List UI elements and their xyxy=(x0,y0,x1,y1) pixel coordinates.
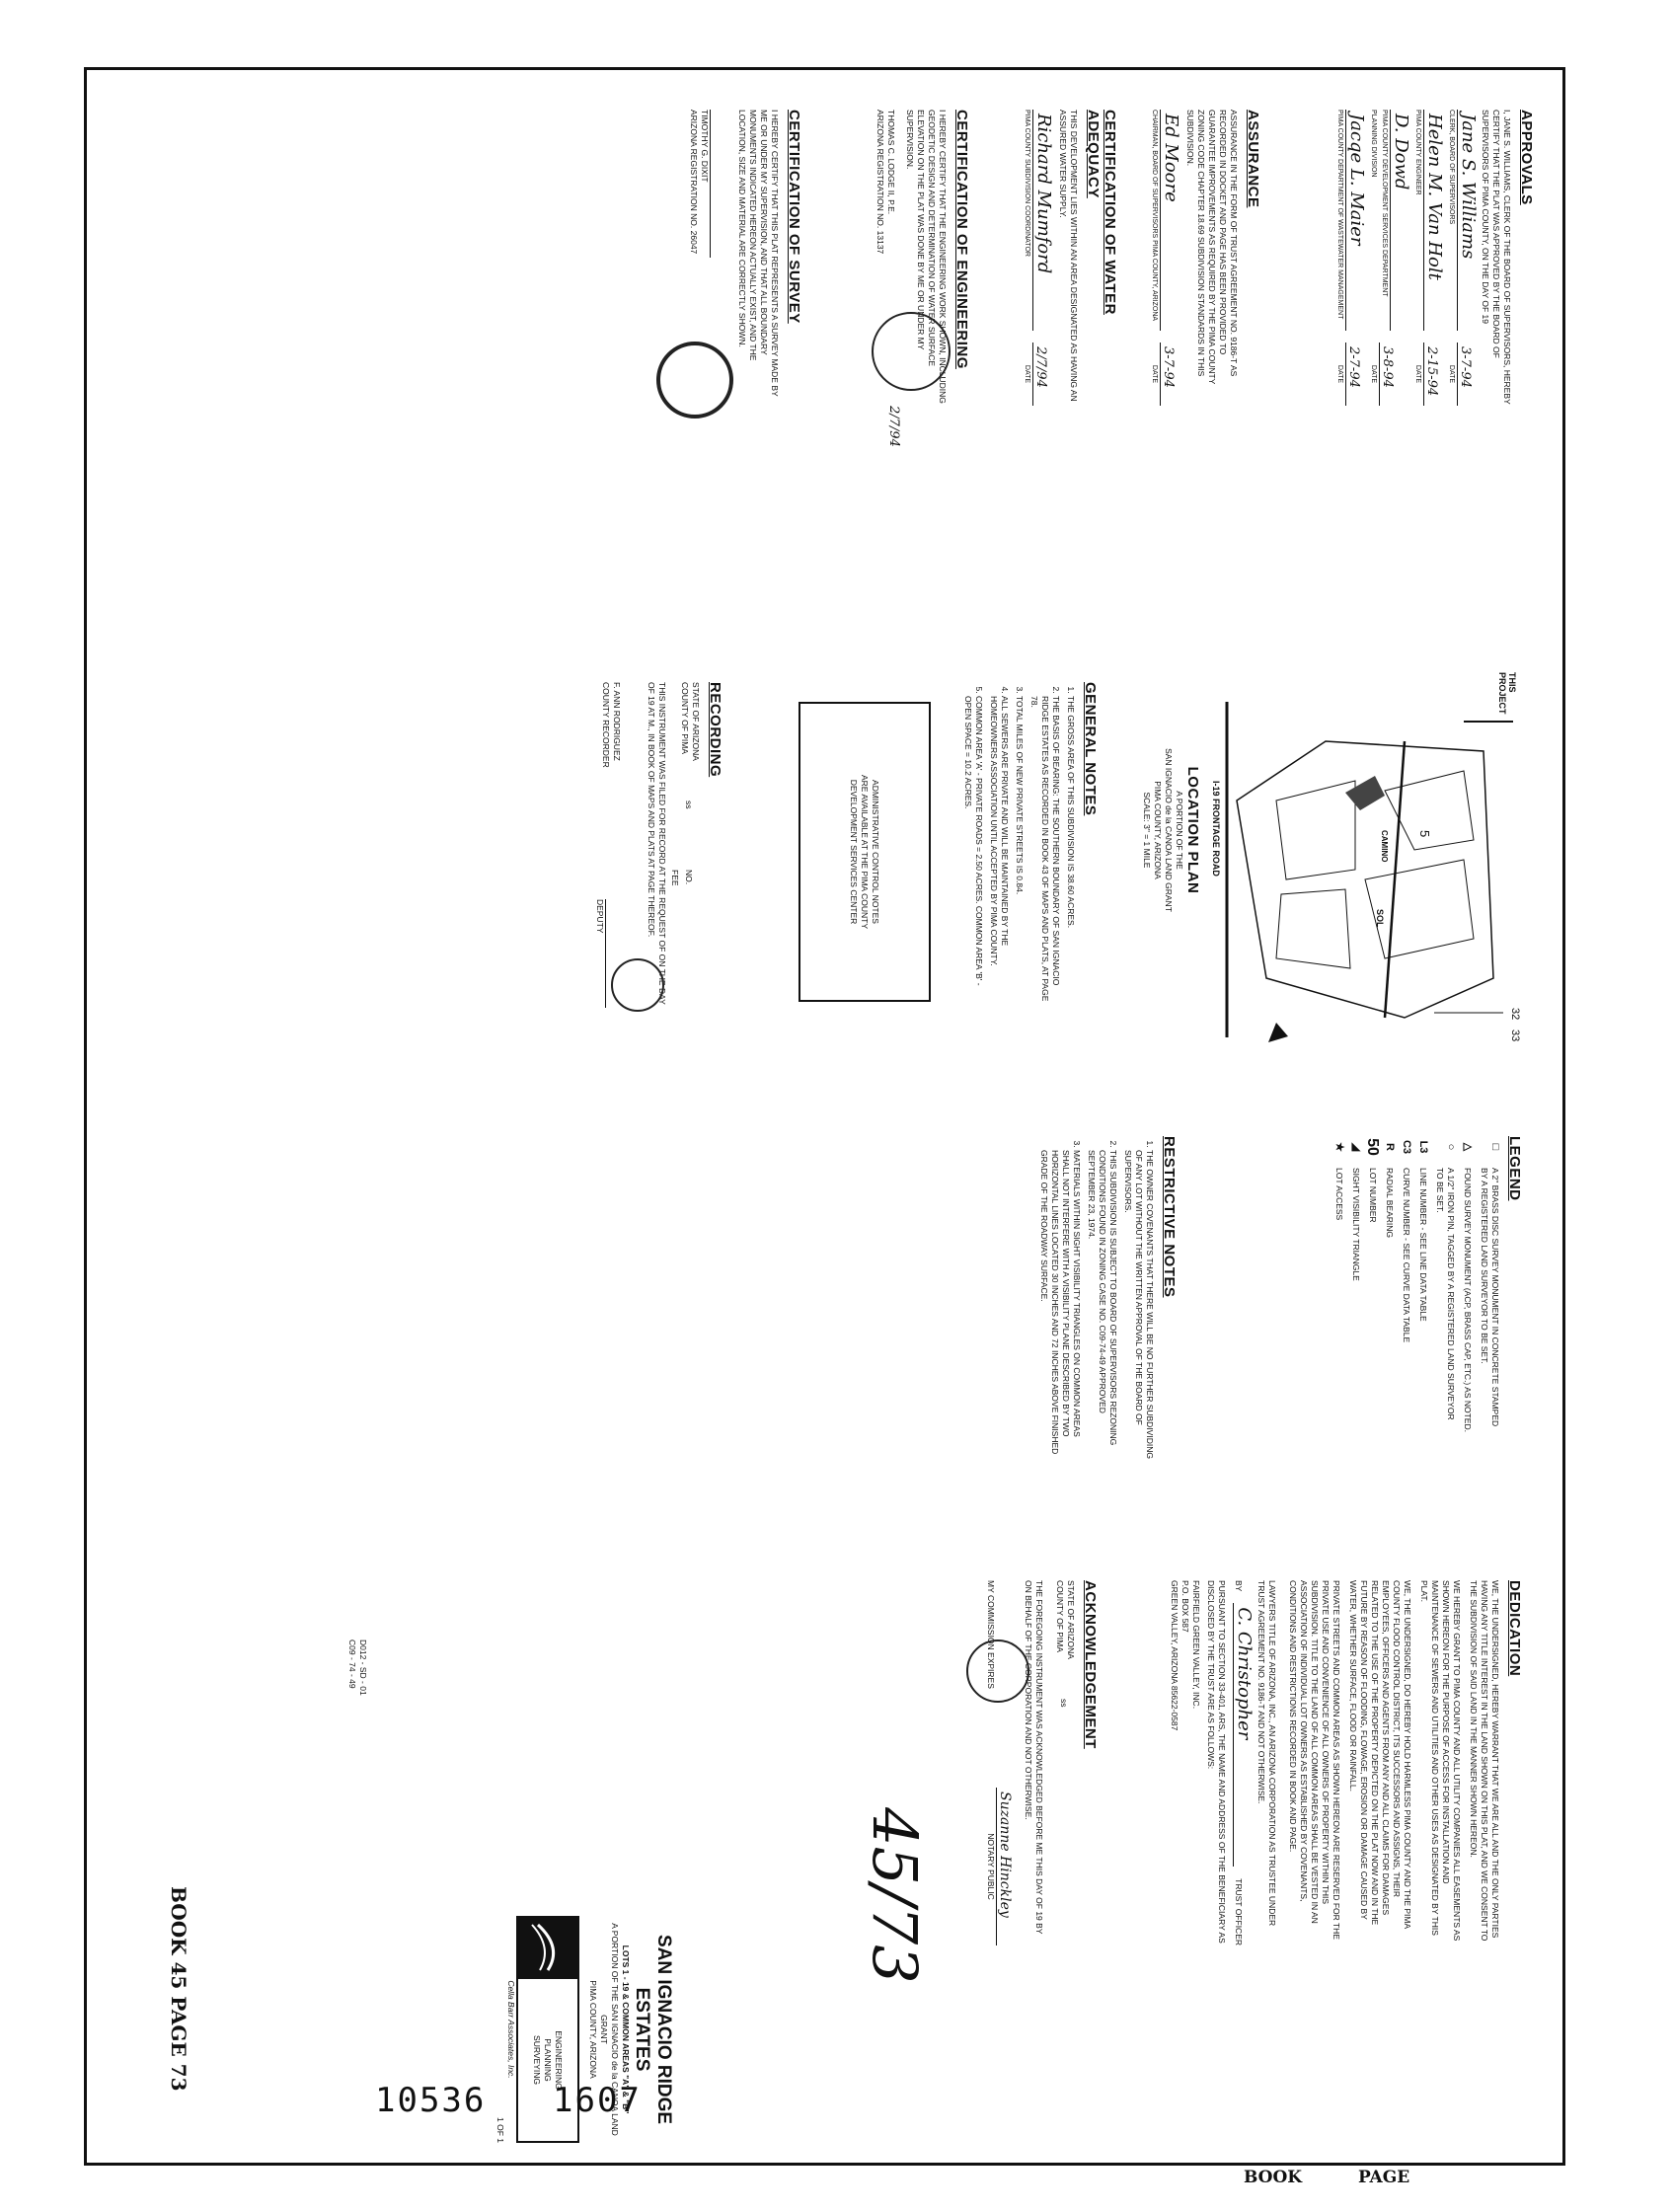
wastewater-date: 2-7-94 xyxy=(1346,346,1361,388)
trustee-text: LAWYERS TITLE OF ARIZONA, INC., AN ARIZONA CORPORATION AS TRUSTEE UNDER TRUST AGREEMENT NO. 9186-T AND NOT OTHERWISE. xyxy=(1256,1580,1277,1927)
legend-item-text: A 2" BRASS DISC SURVEY MONUMENT IN CONCRETE STAMPED BY A REGISTERED LAND SURVEYOR TO BE SET. xyxy=(1480,1168,1500,1427)
section-number-33: 33 xyxy=(1509,1030,1521,1042)
assurance-date-label: DATE xyxy=(1151,364,1158,384)
monument-set-icon: □ xyxy=(1489,1143,1501,1151)
dedication-section xyxy=(1169,1580,1523,1945)
ack-text: THE FOREGOING INSTRUMENT WAS ACKNOWLEDGED BEFORE ME THIS DAY OF 19 BY ON BEHALF OF THE CORPORATION AND NOT OTHERWISE. xyxy=(1024,1580,1044,1935)
location-desc-1: A PORTION OF THE xyxy=(1175,791,1184,870)
engineer-date: 2-15-94 xyxy=(1424,346,1439,397)
admin-control-notes-box xyxy=(799,702,931,1002)
ack-county: COUNTY OF PIMA xyxy=(1055,1580,1065,1653)
admin-line-3: DEVELOPMENT SERVICES CENTER xyxy=(849,779,860,925)
notary-seal xyxy=(966,1640,1029,1703)
engineer-date-label: DATE xyxy=(1414,364,1421,384)
clerk-certificate-text: I, JANE S. WILLIAMS, CLERK OF THE BOARD OF SUPERVISORS, HEREBY CERTIFY THAT THE PLAT WAS APPROVED BY THE BOARD OF SUPERVISORS OF PIMA COUNTY, ON THE DAY OF 19 xyxy=(1481,110,1512,405)
recording-state: STATE OF ARIZONA xyxy=(691,682,701,761)
approvals-heading: APPROVALS xyxy=(1518,110,1535,205)
trust-officer-signature: C. Christopher xyxy=(1234,1607,1255,1740)
water-role: PIMA COUNTY SUBDIVISION COORDINATOR xyxy=(1024,110,1030,257)
footer-page-label: PAGE xyxy=(1358,2168,1410,2187)
planning-date: 3-8-94 xyxy=(1380,346,1395,388)
assurance-section xyxy=(1143,110,1261,406)
firm-service-3: SURVEYING xyxy=(532,2035,543,2085)
book-page-label: BOOK 45 PAGE 73 xyxy=(167,1886,190,2092)
dedication-paragraph-4: PRIVATE STREETS AND COMMON AREAS AS SHOWN HEREON ARE RESERVED FOR THE PRIVATE USE AND CONVENIENCE OF ALL OWNERS OF PROPERTY WITHIN THIS SUBDIVISION. TITLE TO THE LAND OF ALL COMMON AREAS SHALL BE VESTED IN AN ASSOCIATION OF INDIVIDUAL LOT OWNERS AS ESTABLISHED BY COVENANTS, CONDITIONS AND RESTRICTIONS RECORDED IN BOOK AND PAGE. xyxy=(1288,1580,1341,1940)
general-note-item: 1. THE GROSS AREA OF THIS SUBDIVISION IS 38.60 ACRES. xyxy=(1065,696,1076,1008)
engineering-section xyxy=(875,110,970,447)
section-number-5: 5 xyxy=(1417,830,1432,838)
location-plan xyxy=(1108,672,1523,1057)
footer-book-label: BOOK xyxy=(1244,2168,1303,2187)
surveyor-name: TIMOTHY G. DIXIT xyxy=(700,110,710,183)
engineer-registration: ARIZONA REGISTRATION NO. 13137 xyxy=(875,110,885,255)
firm-logo xyxy=(518,1918,577,1977)
by-label: BY xyxy=(1234,1580,1244,1592)
wastewater-date-label: DATE xyxy=(1336,364,1343,384)
clerk-date: 3-7-94 xyxy=(1458,346,1473,388)
radial-bearing-icon: R xyxy=(1384,1143,1396,1151)
dedication-paragraph-1: WE, THE UNDERSIGNED, HEREBY WARRANT THAT WE ARE ALL AND THE ONLY PARTIES HAVING ANY TITLE INTEREST IN THE LAND SHOWN ON THIS PLAT, AND WE CONSENT TO THE SUBDIVISION OF SAID LAND IN THE MANNER SHOWN HEREON. xyxy=(1469,1580,1500,1942)
this-project-label: THIS PROJECT xyxy=(1497,672,1517,715)
legend-item-text: RADIAL BEARING xyxy=(1385,1168,1395,1239)
surveyor-seal xyxy=(656,342,733,419)
acknowledgement-section xyxy=(985,1580,1099,1945)
dedication-paragraph-3: WE, THE UNDERSIGNED, DO HEREBY HOLD HARMLESS PIMA COUNTY AND THE PIMA COUNTY FLOOD CONTROL DISTRICT, ITS SUCCESSORS AND ASSIGNS, THEIR EMPLOYEES, OFFICERS AND AGENTS FROM ANY AND ALL CLAIMS FOR DAMAGES RELATED TO THE USE OF THE PROPERTY DEPICTED ON THE PLAT NOW AND IN THE FUTURE BY REASON OF FLOODING, FLOWAGE, EROSION OR DAMAGE CAUSED BY WATER, WHETHER SURFACE, FLOOD OR RAINFALL. xyxy=(1348,1580,1412,1929)
survey-heading: CERTIFICATION OF SURVEY xyxy=(786,110,802,324)
handwritten-book-page: 45/73 xyxy=(859,1807,931,1984)
acknowledgement-heading: ACKNOWLEDGEMENT xyxy=(1082,1580,1099,1749)
clerk-date-label: DATE xyxy=(1448,364,1455,384)
water-date-label: DATE xyxy=(1024,364,1030,384)
plat-border xyxy=(84,67,1565,2166)
section-number-32: 32 xyxy=(1509,1008,1521,1021)
restrictive-note-item: 1. THE OWNER COVENANTS THAT THERE WILL BE NO FURTHER SUBDIVIDING OF ANY LOT WITHOUT THE WRITTEN APPROVAL OF THE BOARD OF SUPERVISORS. xyxy=(1122,1150,1155,1462)
location-desc-2: SAN IGNACIO de la CANOA LAND GRANT xyxy=(1164,748,1174,912)
recording-heading: RECORDING xyxy=(707,682,723,778)
beneficiary-address: P.O. BOX 587 xyxy=(1180,1580,1190,1633)
planning-role: PIMA COUNTY DEVELOPMENT SERVICES DEPARTMENT PLANNING DIVISION xyxy=(1370,110,1388,297)
engineer-role: PIMA COUNTY ENGINEER xyxy=(1414,110,1421,195)
camino-label: CAMINO xyxy=(1380,830,1389,863)
legend-item-text: LOT ACCESS xyxy=(1334,1168,1344,1221)
location-desc-3: PIMA COUNTY, ARIZONA xyxy=(1153,781,1163,879)
county-recorder-name: F. ANN RODRIGUEZ xyxy=(612,682,622,761)
firm-service-2: PLANNING xyxy=(543,2038,554,2082)
restrictive-notes-section xyxy=(1034,1136,1178,1462)
trust-officer-label: TRUST OFFICER xyxy=(1234,1878,1244,1945)
location-map xyxy=(1207,682,1523,1057)
assurance-heading: ASSURANCE xyxy=(1245,110,1261,208)
legend-item-text: A 1/2" IRON PIN, TAGGED BY A REGISTERED LAND SURVEYOR TO BE SET. xyxy=(1435,1168,1456,1420)
monument-found-icon: △ xyxy=(1462,1142,1474,1152)
planning-date-label: DATE xyxy=(1370,364,1377,384)
case-codes xyxy=(346,1640,368,1696)
plat-sheet xyxy=(87,70,1562,2163)
location-scale: SCALE: 3" = 1 MILE xyxy=(1142,792,1152,869)
assurance-text: ASSURANCE IN THE FORM OF TRUST AGREEMENT NO. 9186-T AS RECORDED IN DOCKET AND PAGE HAS BEEN PROVIDED TO GUARANTEE IMPROVEMENTS AS REQUIRED BY THE PIMA COUNTY ZONING CODE CHAPTER 18.69 SUBDIVISION STANDARDS IN THIS SUBDIVISION. xyxy=(1185,110,1239,385)
clerk-role: CLERK, BOARD OF SUPERVISORS xyxy=(1448,110,1455,225)
survey-section xyxy=(688,110,802,406)
engineering-date: 2/7/94 xyxy=(886,406,901,447)
recording-ss: ss xyxy=(684,801,694,809)
engineer-seal xyxy=(872,312,951,391)
water-date: 2/7/94 xyxy=(1033,346,1048,388)
beneficiary-city: GREEN VALLEY, ARIZONA 85622-0587 xyxy=(1170,1580,1179,1731)
curve-number-icon: C3 xyxy=(1401,1139,1412,1155)
surveyor-registration: ARIZONA REGISTRATION NO. 26047 xyxy=(689,110,699,255)
general-note-item: 2. THE BASIS OF BEARING: THE SOUTHERN BOUNDARY OF SAN IGNACIO RIDGE ESTATES AS RECORDED IN BOOK 43 OF MAPS AND PLATS, AT PAGE 78. xyxy=(1028,696,1061,1008)
lot-access-icon: ★ xyxy=(1333,1142,1345,1152)
engineer-name: THOMAS C. LODGE II, P.E. xyxy=(886,110,896,215)
planning-signature: D. Dowd xyxy=(1391,114,1411,191)
legend-item-text: LOT NUMBER xyxy=(1368,1168,1378,1223)
engineering-text: I HEREBY CERTIFY THAT THE ENGINEERING WORK SHOWN, INCLUDING GEODETIC DESIGN AND DETERMINATION OF WATER SURFACE ELEVATION ON THE PLAT WAS DONE BY ME OR UNDER MY SUPERVISION. xyxy=(905,110,948,404)
beneficiary-name: FAIRFIELD GREEN VALLEY, INC. xyxy=(1191,1580,1201,1710)
deputy-label: DEPUTY xyxy=(595,899,605,934)
commission-expires: MY COMMISSION EXPIRES xyxy=(986,1580,996,1689)
restrictive-note-item: 3. MATERIALS WITHIN SIGHT VISIBILITY TRIANGLES ON COMMON AREAS SHALL NOT INTERFERE WITH A VISIBILITY PLANE DESCRIBED BY TWO HORIZONTAL LINES LOCATED 30 INCHES AND 72 INCHES ABOVE FINISHED GRADE OF THE ROADWAY SURFACE. xyxy=(1038,1150,1082,1462)
north-arrow-icon xyxy=(1268,1023,1288,1042)
legend-section xyxy=(1328,1136,1523,1432)
wastewater-signature: Jacqe L. Maier xyxy=(1346,114,1367,246)
location-plan-title: LOCATION PLAN xyxy=(1184,766,1201,894)
assurance-date: 3-7-94 xyxy=(1161,346,1176,388)
legend-item-text: CURVE NUMBER - SEE CURVE DATA TABLE xyxy=(1402,1168,1411,1343)
sol-label: SOL xyxy=(1375,909,1385,928)
wastewater-role: PIMA COUNTY DEPARTMENT OF WASTEWATER MANAGEMENT xyxy=(1336,110,1343,320)
general-note-item: 5. COMMON AREA 'A' - PRIVATE ROADS = 2.50 ACRES. COMMON AREA 'B' - OPEN SPACE = 10.2 ACRES. xyxy=(962,696,984,1008)
water-adequacy-section xyxy=(1016,110,1118,406)
subdivision-portion: A PORTION OF THE SAN IGNACIO de la CANOA LAND GRANT xyxy=(599,1923,620,2136)
legend-item-text: FOUND SURVEY MONUMENT (ACP, BRASS CAP, ETC.) AS NOTED. xyxy=(1463,1168,1473,1432)
engineering-heading: CERTIFICATION OF ENGINEERING xyxy=(953,110,970,369)
legend-item-text: SIGHT VISIBILITY TRIANGLE xyxy=(1351,1168,1361,1281)
clerk-signature: Jane S. Williams xyxy=(1458,114,1479,260)
firm-service-1: ENGINEERING xyxy=(554,2030,565,2090)
subdivision-county: PIMA COUNTY, ARIZONA xyxy=(588,1980,598,2079)
ack-ss: ss xyxy=(1059,1699,1069,1708)
restrictive-notes-heading: RESTRICTIVE NOTES xyxy=(1161,1136,1178,1298)
frontage-road-label: I-19 FRONTAGE ROAD xyxy=(1211,781,1221,877)
line-number-icon: L3 xyxy=(1417,1140,1429,1154)
record-number-1: 10536 xyxy=(375,2081,487,2120)
case-code-1: D012 - SD - 01 xyxy=(358,1640,368,1696)
assurance-signature: Ed Moore xyxy=(1161,114,1181,202)
record-number-2: 1607 xyxy=(553,2081,642,2120)
notary-label: NOTARY PUBLIC xyxy=(986,1833,996,1900)
survey-text: I HEREBY CERTIFY THAT THIS PLAT REPRESENTS A SURVEY MADE BY ME OR UNDER MY SUPERVISION, AND THAT ALL BOUNDARY MONUMENTS INDICATED HEREON ACTUALLY EXIST, AND THE LOCATION, SIZE AND MATERIAL ARE CORRECTLY SHOWN. xyxy=(737,110,780,397)
dedication-heading: DEDICATION xyxy=(1506,1580,1523,1677)
lot-number-icon: 50 xyxy=(1364,1138,1381,1156)
admin-line-1: ADMINISTRATIVE CONTROL NOTES xyxy=(871,780,881,924)
general-notes-section xyxy=(958,682,1099,1008)
legend-item-text: LINE NUMBER - SEE LINE DATA TABLE xyxy=(1418,1168,1428,1322)
subdivision-name: SAN IGNACIO RIDGE ESTATES xyxy=(632,1934,674,2125)
approvals-section xyxy=(1329,110,1535,406)
sight-triangle-icon: ◢ xyxy=(1350,1142,1362,1152)
subdivision-lots: LOTS 1 - 19 & COMMON AREAS "A" & "B" xyxy=(621,1945,631,2114)
recording-county: COUNTY OF PIMA xyxy=(680,682,690,755)
notary-signature: Suzanne Hinckley xyxy=(997,1792,1013,1918)
recording-fee: FEE xyxy=(670,870,680,886)
assurance-role: CHAIRMAN, BOARD OF SUPERVISORS PIMA COUNTY, ARIZONA xyxy=(1151,110,1158,322)
case-code-2: C09 - 74 - 49 xyxy=(347,1640,357,1689)
ack-state: STATE OF ARIZONA xyxy=(1066,1580,1076,1659)
firm-name: Cella Barr Associates, Inc. xyxy=(506,1980,516,2079)
legend-heading: LEGEND xyxy=(1506,1136,1523,1201)
general-note-item: 4. ALL SEWERS ARE PRIVATE AND WILL BE MAINTAINED BY THE HOMEOWNERS ASSOCIATION UNTIL ACCEPTED BY PIMA COUNTY. xyxy=(988,696,1010,1008)
admin-line-2: ARE AVAILABLE AT THE PIMA COUNTY xyxy=(860,774,871,930)
county-recorder-role: COUNTY RECORDER xyxy=(601,682,611,768)
general-notes-heading: GENERAL NOTES xyxy=(1082,682,1099,816)
water-signature: Richard Mumford xyxy=(1033,114,1054,274)
recording-text: THIS INSTRUMENT WAS FILED FOR RECORD AT THE REQUEST OF ON THE DAY OF 19 AT M., IN BOOK OF MAPS AND PLATS AT PAGE THEREOF. xyxy=(647,682,667,1005)
recording-section xyxy=(594,682,723,1008)
iron-pin-icon: ○ xyxy=(1445,1143,1457,1151)
general-note-item: 3. TOTAL MILES OF NEW PRIVATE STREETS IS 0.84. xyxy=(1014,696,1025,1008)
dedication-paragraph-2: WE HEREBY GRANT TO PIMA COUNTY AND ALL UTILITY COMPANIES ALL EASEMENTS AS SHOWN HEREON FOR THE PURPOSE OF ACCESS FOR INSTALLATION AND MAINTENANCE OF SEWERS AND UTILITIES AND OTHER USES AS DESIGNATED BY THIS PLAT. xyxy=(1419,1580,1462,1942)
water-adequacy-heading: CERTIFICATION OF WATER ADEQUACY xyxy=(1085,110,1118,315)
restrictive-note-item: 2. THIS SUBDIVISION IS SUBJECT TO BOARD OF SUPERVISORS REZONING CONDITIONS FOUND IN ZONING CASE NO. C09-74-49 APPROVED SEPTEMBER 23, 1974. xyxy=(1086,1150,1118,1462)
beneficiary-text: PURSUANT TO SECTION 33-401, ARS, THE NAME AND ADDRESS OF THE BENEFICIARY AS DISCLOSED BY THE TRUST ARE AS FOLLOWS: xyxy=(1206,1580,1227,1944)
water-adequacy-text: THIS DEVELOPMENT LIES WITHIN AN AREA DESIGNATED AS HAVING AN ASSURED WATER SUPPLY. xyxy=(1058,110,1079,402)
engineer-signature: Helen M. Van Holt xyxy=(1424,114,1445,280)
recording-no: NO. xyxy=(684,870,694,885)
recorder-seal xyxy=(611,958,664,1012)
sheet-number: 1 OF 1 xyxy=(495,2117,505,2143)
